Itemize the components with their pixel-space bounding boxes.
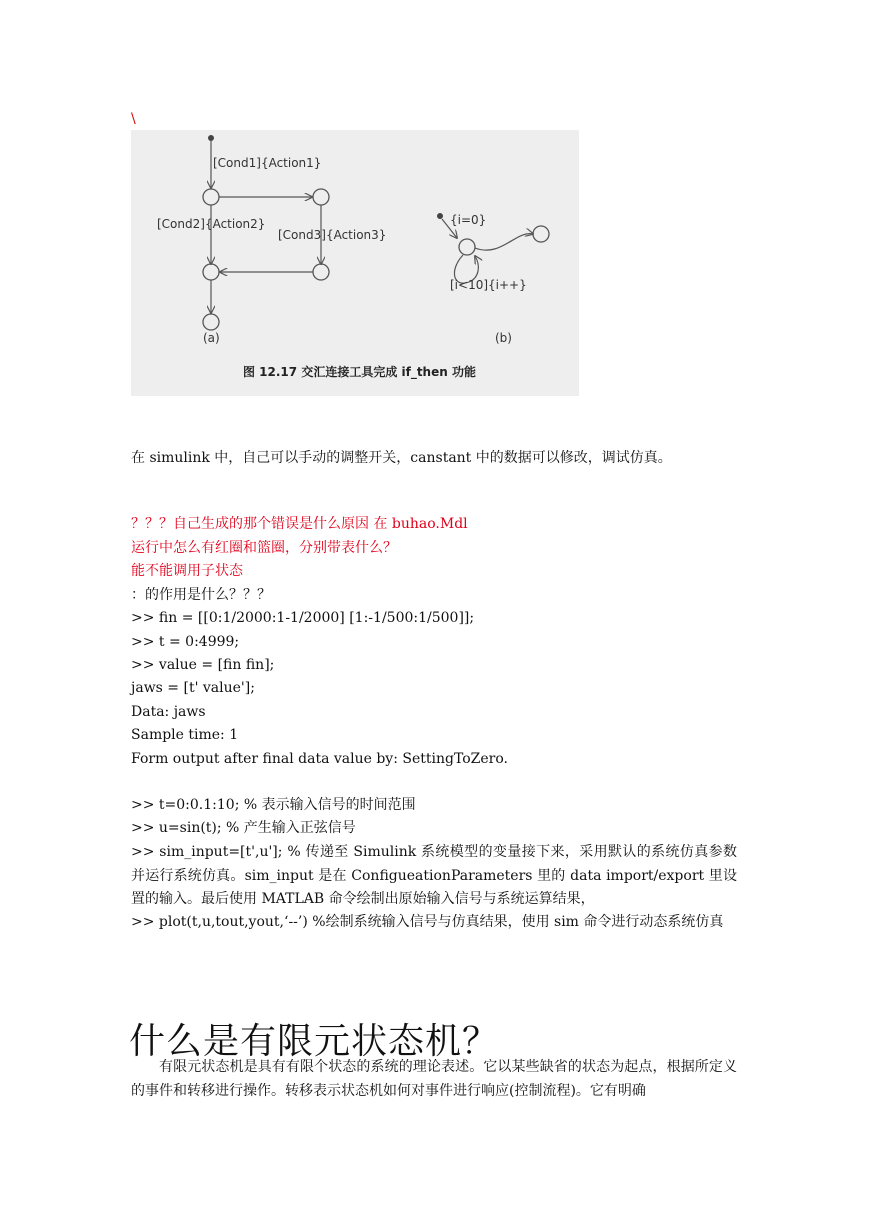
junction-b-2: [533, 226, 549, 242]
junction-b-1: [459, 239, 475, 255]
label-cond1: [Cond1]{Action1}: [213, 156, 322, 170]
code-line-8: >> t=0:0.1:10; % 表示输入信号的时间范围: [131, 797, 416, 813]
red-tick-mark: \: [131, 111, 136, 127]
junction-3: [203, 264, 219, 280]
label-loop: [i<10]{i++}: [450, 278, 527, 292]
question-3: 能不能调用子状态: [131, 563, 243, 579]
code-line-5: Data: jaws: [131, 704, 206, 720]
default-transition-dot: [208, 135, 214, 141]
code-line-7: Form output after final data value by: SettingToZero.: [131, 751, 508, 767]
figure-svg: [131, 130, 579, 396]
question-2: 运行中怎么有红圈和篮圈，分别带表什么？: [131, 540, 397, 556]
code-line-1: >> fin = [[0:1/2000:1-1/2000] [1:-1/500:1/500]];: [131, 610, 475, 626]
code-line-3: >> value = [fin fin];: [131, 657, 275, 673]
paragraph-simulink: 在 simulink 中，自己可以手动的调整开关，canstant 中的数据可以修改，调试仿真。: [131, 450, 672, 466]
body-paragraph: 有限元状态机是具有有限个状态的系统的理论表述。它以某些缺省的状态为起点，根据所定义的事件和转移进行操作。转移表示状态机如何对事件进行响应(控制流程)。它有明确: [131, 1059, 737, 1099]
question-4: ：的作用是什么？？？: [131, 587, 271, 603]
label-sub-b: (b): [495, 331, 512, 345]
label-cond3: [Cond3]{Action3}: [278, 228, 387, 242]
label-cond2: [Cond2]{Action2}: [157, 217, 266, 231]
code-paragraph-plot: >> plot(t,u,tout,yout,‘--’) %绘制系统输入信号与仿真结果，使用 sim 命令进行动态系统仿真: [131, 914, 724, 930]
question-1: ？？？自己生成的那个错误是什么原因 在 buhao.Mdl: [131, 516, 468, 532]
junction-5: [203, 314, 219, 330]
code-line-9: >> u=sin(t); % 产生输入正弦信号: [131, 820, 356, 836]
flowchart-figure: [131, 130, 579, 396]
junction-1: [203, 189, 219, 205]
figure-caption: 图 12.17 交汇连接工具完成 if_then 功能: [243, 365, 476, 379]
label-sub-a: (a): [203, 331, 220, 345]
section-heading: 什么是有限元状态机？: [129, 1021, 500, 1063]
junction-2: [313, 189, 329, 205]
default-transition-dot-b: [437, 213, 443, 219]
code-paragraph-sim: >> sim_input=[t',u']; % 传递至 Simulink 系统模型的变量接下来，采用默认的系统仿真参数并运行系统仿真。sim_input 是在 ConfigueationParameters 里的 data import/export 里设置的输入。最后使用 MATLAB 命令绘制出原始输入信号与系统运算结果，: [131, 844, 737, 907]
code-line-4: jaws = [t' value'];: [131, 680, 255, 696]
code-line-2: >> t = 0:4999;: [131, 634, 240, 650]
label-init: {i=0}: [450, 213, 487, 227]
junction-4: [313, 264, 329, 280]
code-line-6: Sample time: 1: [131, 727, 239, 743]
